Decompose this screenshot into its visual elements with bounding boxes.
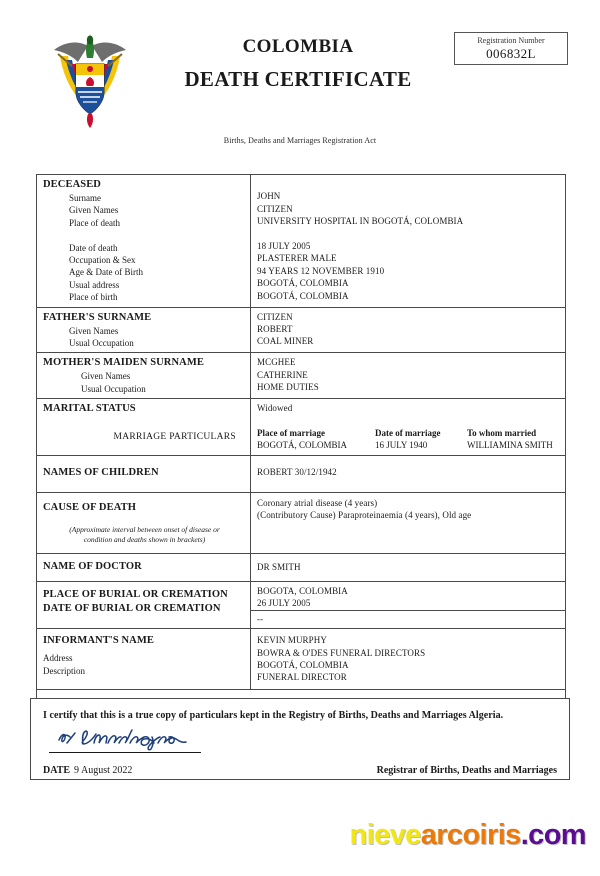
marital-labels bbox=[37, 399, 251, 455]
marriage-particulars-label: MARRIAGE PARTICULARS bbox=[113, 432, 236, 443]
section-deceased bbox=[37, 175, 565, 308]
registration-number-box bbox=[454, 32, 568, 65]
value-given-names: CITIZEN bbox=[257, 203, 293, 214]
cause-of-death-note: (Approximate interval between onset of disease or condition and deaths shown in brackets) bbox=[69, 524, 220, 544]
registration-number-label: Registration Number bbox=[477, 36, 545, 45]
mother-labels bbox=[37, 353, 251, 398]
section-doctor bbox=[37, 554, 565, 582]
certification-footer bbox=[43, 760, 557, 778]
deceased-heading: DECEASED bbox=[43, 179, 101, 190]
cause-of-death-heading: CAUSE OF DEATH bbox=[43, 501, 136, 513]
mother-heading: MOTHER'S MAIDEN SURNAME bbox=[43, 357, 204, 369]
spacer bbox=[257, 415, 561, 427]
value-doctor-name: DR SMITH bbox=[257, 561, 301, 572]
spacer bbox=[43, 229, 246, 241]
deceased-labels bbox=[37, 175, 251, 307]
burial-date-heading: DATE OF BURIAL OR CREMATION bbox=[43, 602, 221, 614]
spacer bbox=[257, 178, 561, 190]
value-surname: JOHN bbox=[257, 191, 281, 202]
date-value: 9 August 2022 bbox=[74, 765, 133, 776]
signature-a-anderson bbox=[53, 727, 213, 751]
value-father-given-names: ROBERT bbox=[257, 324, 293, 335]
value-to-whom-married: WILLIAMINA SMITH bbox=[467, 440, 553, 451]
date-label: DATE bbox=[43, 765, 71, 776]
value-cause-primary: Coronary atrial disease (4 years) bbox=[257, 497, 378, 508]
column-header-date-of-marriage: Date of marriage bbox=[375, 428, 441, 439]
burial-place-heading: PLACE OF BURIAL OR CREMATION bbox=[43, 588, 228, 600]
act-subtitle: Births, Deaths and Marriages Registration Act bbox=[223, 136, 377, 145]
section-burial bbox=[37, 582, 565, 629]
value-informant-description: FUNERAL DIRECTOR bbox=[257, 672, 347, 683]
section-informant bbox=[37, 629, 565, 690]
value-mother-surname: MCGHEE bbox=[257, 357, 296, 368]
value-marital-status: Widowed bbox=[257, 403, 293, 414]
marriage-column-headers bbox=[257, 427, 561, 439]
doctor-values bbox=[251, 554, 565, 581]
signature-rule bbox=[49, 752, 201, 753]
label-occupation-sex: Occupation & Sex bbox=[69, 255, 136, 266]
father-labels bbox=[37, 308, 251, 353]
value-informant-organisation: BOWRA & O'DES FUNERAL DIRECTORS bbox=[257, 647, 426, 658]
value-burial-place: BOGOTA, COLOMBIA bbox=[257, 585, 348, 596]
value-cause-contributory: (Contributory Cause) Paraproteinaemia (4 years), Old age bbox=[257, 510, 472, 521]
watermark-part-com: .com bbox=[520, 819, 586, 851]
signature-area bbox=[43, 727, 557, 759]
value-place-of-birth: BOGOTÁ, COLOMBIA bbox=[257, 290, 349, 301]
watermark-part-arcoiris: arcoiris bbox=[420, 819, 521, 851]
marital-values bbox=[251, 399, 565, 455]
value-date-of-death: 18 JULY 2005 bbox=[257, 241, 311, 251]
spacer bbox=[257, 228, 561, 240]
value-burial-date: 26 JULY 2005 bbox=[257, 598, 311, 609]
value-mother-given-names: CATHERINE bbox=[257, 369, 308, 380]
label-father-occupation: Usual Occupation bbox=[69, 338, 134, 349]
burial-values bbox=[251, 582, 565, 628]
value-burial-extra: -- bbox=[251, 610, 565, 625]
colombia-coat-of-arms-icon bbox=[38, 26, 142, 130]
informant-labels bbox=[37, 629, 251, 689]
mother-values bbox=[251, 353, 565, 398]
date-group bbox=[43, 760, 132, 778]
column-header-to-whom-married: To whom married bbox=[467, 428, 537, 439]
country-title: COLOMBIA bbox=[242, 36, 354, 57]
marriage-values-row bbox=[257, 439, 561, 451]
value-place-of-marriage: BOGOTÁ, COLOMBIA bbox=[257, 440, 347, 451]
value-mother-occupation: HOME DUTIES bbox=[257, 382, 319, 393]
document-header bbox=[0, 22, 600, 130]
site-watermark bbox=[350, 818, 586, 852]
label-informant-description: Description bbox=[43, 665, 85, 676]
father-heading: FATHER'S SURNAME bbox=[43, 311, 152, 323]
label-mother-occupation: Usual Occupation bbox=[81, 383, 146, 394]
certificate-table bbox=[36, 174, 566, 721]
label-place-of-birth: Place of birth bbox=[69, 292, 118, 303]
certification-box bbox=[30, 698, 570, 780]
registration-number-value: 006832L bbox=[486, 46, 536, 61]
label-age-dob: Age & Date of Birth bbox=[69, 267, 143, 278]
registrar-label: Registrar of Births, Deaths and Marriages bbox=[376, 765, 557, 776]
informant-heading: INFORMANT'S NAME bbox=[43, 635, 154, 647]
value-informant-name: KEVIN MURPHY bbox=[257, 635, 327, 646]
value-date-of-marriage: 16 JULY 1940 bbox=[375, 440, 428, 451]
column-header-place-of-marriage: Place of marriage bbox=[257, 428, 325, 439]
burial-labels bbox=[37, 582, 251, 628]
label-usual-address: Usual address bbox=[69, 279, 120, 290]
value-father-occupation: COAL MINER bbox=[257, 336, 314, 347]
section-mother bbox=[37, 353, 565, 399]
informant-values bbox=[251, 629, 565, 689]
deceased-values bbox=[251, 175, 565, 307]
father-values bbox=[251, 308, 565, 353]
cause-labels bbox=[37, 493, 251, 553]
label-mother-given-names: Given Names bbox=[81, 371, 131, 382]
label-surname: Surname bbox=[69, 193, 101, 203]
label-given-names: Given Names bbox=[69, 205, 119, 216]
doctor-heading: NAME OF DOCTOR bbox=[43, 560, 142, 572]
marital-heading: MARITAL STATUS bbox=[43, 403, 136, 415]
section-marital-status bbox=[37, 399, 565, 456]
children-heading: NAMES OF CHILDREN bbox=[43, 466, 159, 478]
value-usual-address: BOGOTÁ, COLOMBIA bbox=[257, 278, 349, 289]
section-children bbox=[37, 456, 565, 493]
label-father-given-names: Given Names bbox=[69, 325, 119, 336]
doctor-labels bbox=[37, 554, 251, 581]
cause-values bbox=[251, 493, 565, 553]
value-children: ROBERT 30/12/1942 bbox=[257, 466, 337, 477]
value-father-surname: CITIZEN bbox=[257, 311, 293, 322]
page-title: DEATH CERTIFICATE bbox=[184, 67, 412, 91]
section-father bbox=[37, 308, 565, 354]
title-block bbox=[150, 34, 446, 94]
certification-statement: I certify that this is a true copy of particulars kept in the Registry of Births, Deaths and Marriages Algeria. bbox=[43, 710, 504, 721]
children-values bbox=[251, 456, 565, 492]
value-occupation-sex: PLASTERER MALE bbox=[257, 253, 337, 264]
value-age-dob: 94 YEARS 12 NOVEMBER 1910 bbox=[257, 265, 385, 276]
value-informant-address: BOGOTÁ, COLOMBIA bbox=[257, 659, 349, 670]
value-place-of-death: UNIVERSITY HOSPITAL IN BOGOTÁ, COLOMBIA bbox=[257, 216, 464, 227]
label-informant-address: Address bbox=[43, 653, 73, 664]
section-cause-of-death bbox=[37, 493, 565, 554]
watermark-part-nieve: nieve bbox=[349, 819, 421, 851]
label-date-of-death: Date of death bbox=[69, 242, 118, 253]
children-labels bbox=[37, 456, 251, 492]
label-place-of-death: Place of death bbox=[69, 217, 120, 228]
